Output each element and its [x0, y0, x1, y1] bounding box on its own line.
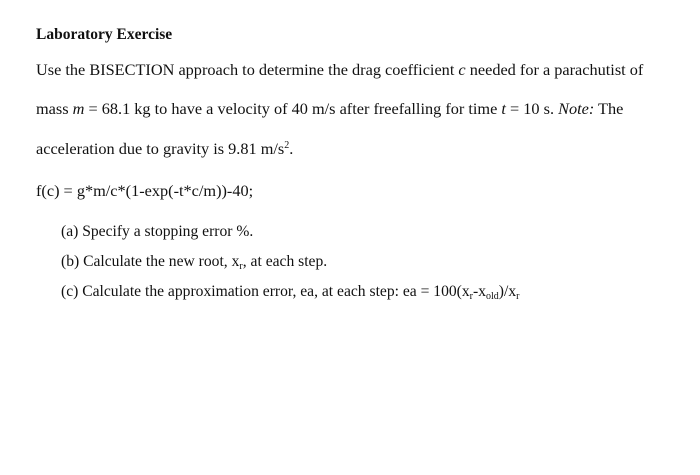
exercise-title: Laboratory Exercise [36, 26, 173, 43]
task-text: )/x [498, 283, 517, 300]
function-definition: f(c) = g*m/c*(1-exp(-t*c/m))-40; [36, 181, 254, 200]
intro-text: needed for a parachutist of [465, 60, 644, 79]
intro-text: = 10 s. [505, 99, 559, 118]
variable-t: t [501, 99, 506, 118]
exponent: 2 [284, 140, 290, 151]
subscript: r [516, 291, 520, 302]
task-text: , at each step. [242, 253, 328, 270]
task-item-c [61, 282, 519, 307]
intro-text: The [594, 99, 624, 118]
task-text: (c) Calculate the approximation error, ea, at each step: ea = 100(x [61, 283, 470, 300]
task-text: (b) Calculate the new root, x [61, 253, 240, 270]
intro-line-1 [36, 60, 643, 80]
variable-c: c [458, 60, 466, 79]
intro-text: acceleration due to gravity is 9.81 m/s [36, 139, 285, 158]
intro-text: mass [36, 99, 73, 118]
task-item-a: (a) Specify a stopping error %. [61, 223, 254, 240]
subscript: r [239, 261, 243, 272]
intro-text: Use the BISECTION approach to determine the drag coefficient [36, 60, 459, 79]
subscript: old [486, 291, 499, 302]
subscript: r [469, 291, 474, 302]
note-label: Note: [558, 99, 595, 118]
intro-text: . [289, 139, 294, 158]
intro-text: = 68.1 kg to have a velocity of 40 m/s after freefalling for time [84, 99, 502, 118]
variable-m: m [72, 99, 85, 118]
task-item-b [61, 252, 327, 277]
intro-line-2 [36, 99, 623, 119]
intro-line-3 [36, 139, 293, 159]
task-text: -x [473, 283, 487, 300]
